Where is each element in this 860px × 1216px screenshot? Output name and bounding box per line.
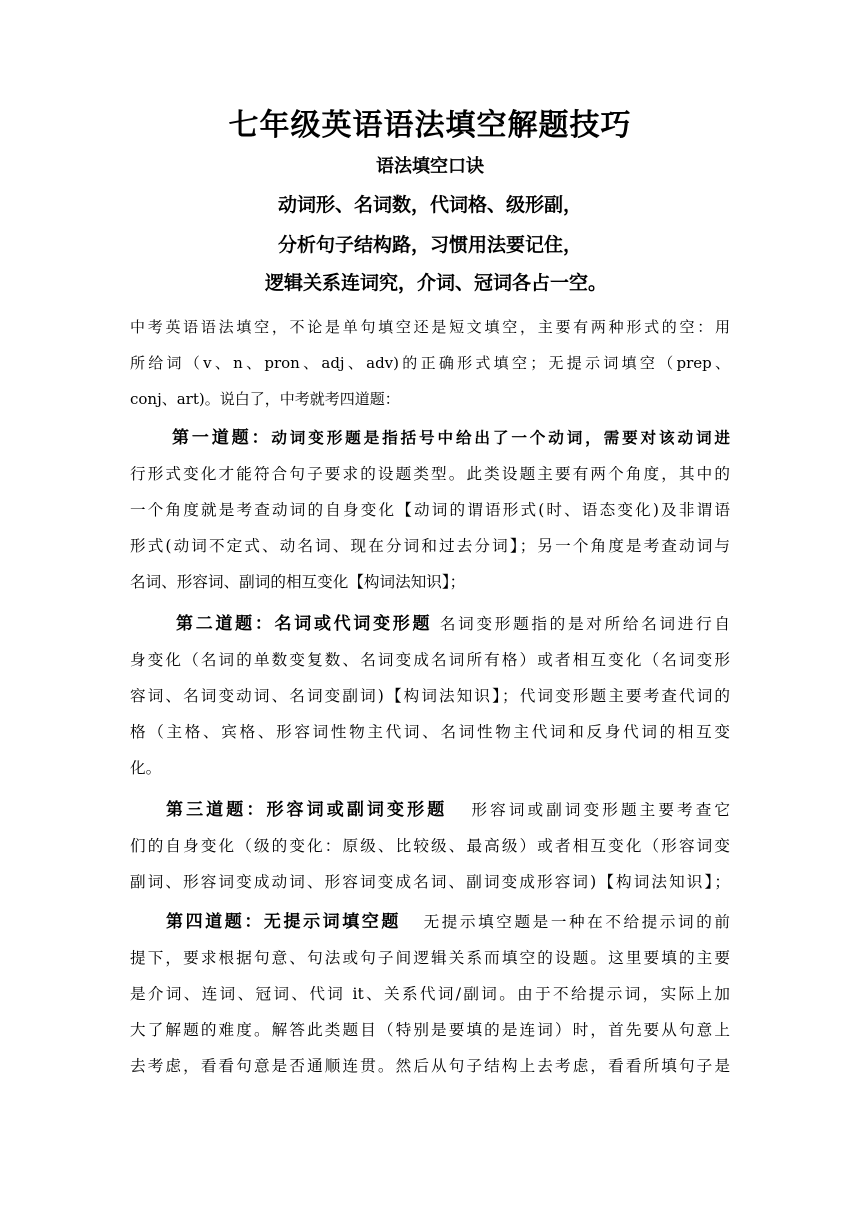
section-1-lead: 动词变形题 — [271, 428, 364, 447]
section-3-line: 们的自身变化（级的变化：原级、比较级、最高级）或者相互变化（形容词变 — [130, 837, 730, 855]
section-4-line: 是介词、连词、冠词、代词 it、关系代词/副词。由于不给提示词，实际上加 — [130, 985, 730, 1003]
section-1-line: 行形式变化才能符合句子要求的设题类型。此类设题主要有两个角度，其中的 — [130, 465, 730, 483]
section-1-first-line — [130, 420, 730, 456]
section-1-line: 名词、形容词、副词的相互变化【构词法知识】； — [130, 573, 466, 591]
section-4-line: 提下，要求根据句意、句法或句子间逻辑关系而填空的设题。这里要填的主要 — [130, 949, 730, 967]
section-2-line: 容词、名词变动词、名词变副词)【构词法知识】；代词变形题主要考查代词的 — [130, 687, 730, 705]
poem-line-2: 分析句子结构路，习惯用法要记住， — [277, 234, 582, 256]
section-2-line: 化。 — [130, 759, 162, 777]
section-2-first-line — [130, 606, 730, 642]
intro-line: 中考英语语法填空，不论是单句填空还是短文填空，主要有两种形式的空：用 — [130, 318, 730, 336]
section-4-line: 去考虑，看看句意是否通顺连贯。然后从句子结构上去考虑，看看所填句子是 — [130, 1057, 730, 1075]
section-2-heading: 第二道题：名词或代词变形题 — [176, 614, 433, 634]
section-1-text: 是指括号中给出了一个动词，需要对该动词进 — [363, 428, 730, 447]
section-2-line: 身变化（名词的单数变复数、名词变成名词所有格）或者相互变化（名词变形 — [130, 651, 730, 669]
section-4-first-line — [130, 904, 730, 940]
intro-line: 所给词（v、n、pron、adj、adv)的正确形式填空；无提示词填空（prep、 — [130, 354, 730, 372]
section-2 — [130, 606, 730, 786]
section-3-line: 副词、形容词变成动词、形容词变成名词、副词变成形容词)【构词法知识】； — [130, 873, 730, 891]
section-4-heading: 第四道题：无提示词填空题 — [166, 912, 401, 932]
section-2-text: 名词变形题指的是对所给名词进行自 — [439, 615, 730, 633]
section-3-text: 形容词或副词变形题主要考查它 — [471, 801, 730, 819]
poem-line-3: 逻辑关系连词究，介词、冠词各占一空。 — [264, 272, 607, 294]
section-4-line: 大了解题的难度。解答此类题目（特别是要填的是连词）时，首先要从句意上 — [130, 1021, 730, 1039]
section-1 — [130, 420, 730, 600]
section-4 — [130, 904, 730, 1084]
section-1-line: 形式(动词不定式、动名词、现在分词和过去分词】；另一个角度是考查动词与 — [130, 537, 730, 555]
section-1-heading: 第一道题： — [172, 428, 272, 448]
intro-paragraph — [130, 309, 730, 417]
intro-line: conj、art)。说白了，中考就考四道题： — [130, 390, 400, 408]
section-1-line: 一个角度就是考查动词的自身变化【动词的谓语形式(时、语态变化)及非谓语 — [130, 501, 730, 519]
poem-line-1: 动词形、名词数，代词格、级形副， — [277, 194, 582, 216]
page-title: 七年级英语语法填空解题技巧 — [228, 108, 632, 143]
page-subtitle: 语法填空口诀 — [376, 156, 484, 177]
section-2-line: 格（主格、宾格、形容词性物主代词、名词性物主代词和反身代词的相互变 — [130, 723, 730, 741]
section-3 — [130, 792, 730, 900]
section-3-heading: 第三道题：形容词或副词变形题 — [166, 800, 448, 820]
section-3-first-line — [130, 792, 730, 828]
section-4-text: 无提示填空题是一种在不给提示词的前 — [423, 913, 730, 931]
